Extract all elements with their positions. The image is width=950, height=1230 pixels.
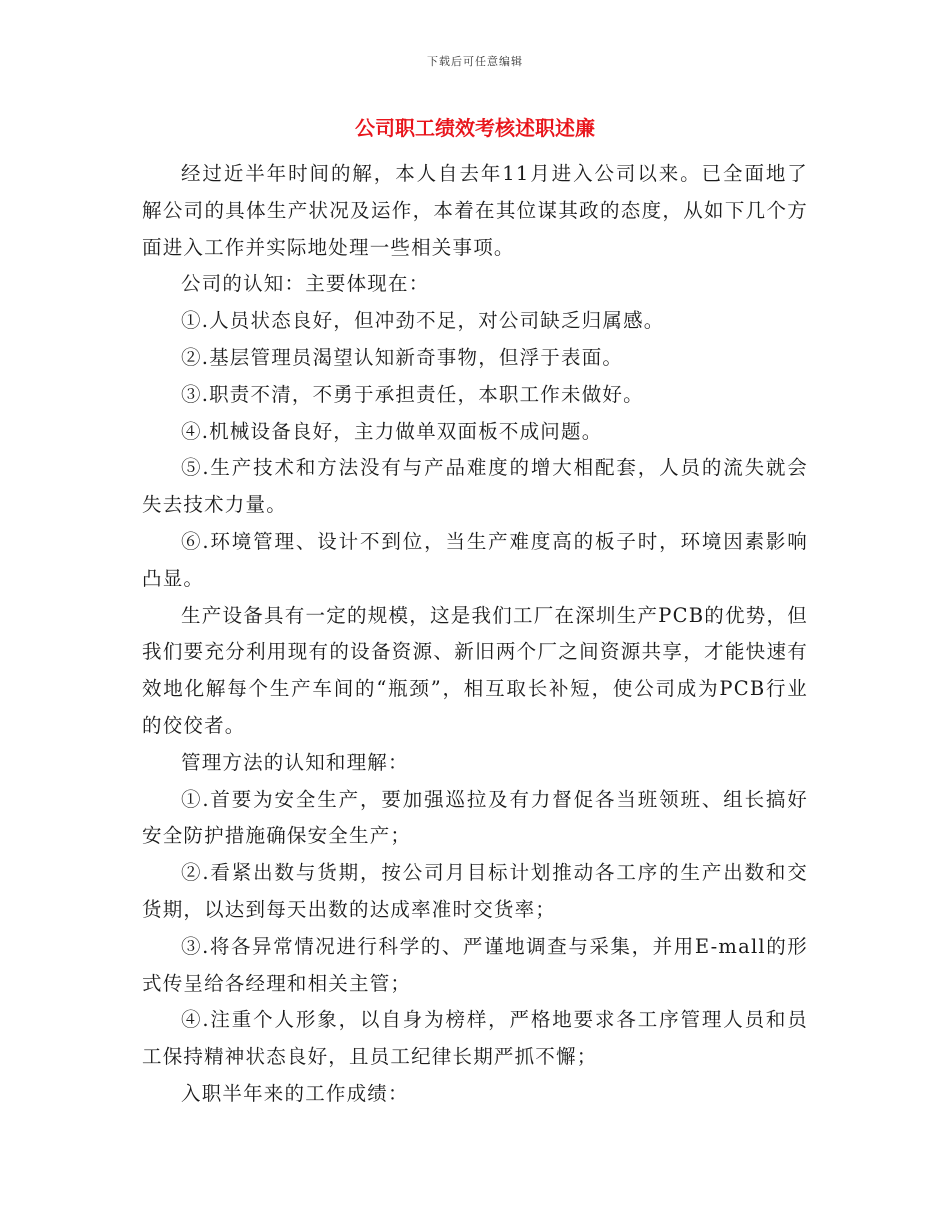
paragraph: ④.机械设备良好，主力做单双面板不成问题。 (181, 419, 603, 443)
paragraph: ⑥.环境管理、设计不到位，当生产难度高的板子时，环境因素影响凸显。 (142, 529, 808, 590)
paragraph: ②.看紧出数与货期，按公司月目标计划推动各工序的生产出数和交货期，以达到每天出数的达成率准时交货率； (142, 861, 808, 921)
paragraph: 入职半年来的工作成绩： (181, 1081, 409, 1105)
paragraph: ③.职责不清，不勇于承担责任，本职工作未做好。 (181, 382, 644, 406)
paragraph: ③.将各异常情况进行科学的、严谨地调查与采集，并用E-mall的形式传呈给各经理和相关主管； (142, 934, 808, 995)
paragraph: ②.基层管理员渴望认知新奇事物，但浮于表面。 (181, 345, 624, 369)
document-body (142, 156, 808, 1113)
paragraph: ①.首要为安全生产，要加强巡拉及有力督促各当班领班、组长搞好安全防护措施确保安全生产； (142, 787, 808, 848)
paragraph: 生产设备具有一定的规模，这是我们工厂在深圳生产PCB的优势，但我们要充分利用现有的设备资源、新旧两个厂之间资源共享，才能快速有效地化解每个生产车间的“瓶颈”，相互取长补短，使公司成为PCB行业的佼佼者。 (142, 603, 808, 737)
page-header-note: 下载后可任意编辑 (427, 55, 523, 68)
paragraph: 公司的认知：主要体现在： (181, 272, 430, 296)
paragraph: 经过近半年时间的解，本人自去年11月进入公司以来。已全面地了解公司的具体生产状况及运作，本着在其位谋其政的态度，从如下几个方面进入工作并实际地处理一些相关事项。 (142, 162, 808, 259)
paragraph: ⑤.生产技术和方法没有与产品难度的增大相配套，人员的流失就会失去技术力量。 (142, 456, 808, 517)
document-title: 公司职工绩效考核述职述廉 (355, 116, 595, 140)
paragraph: ①.人员状态良好，但冲劲不足，对公司缺乏归属感。 (181, 309, 665, 333)
paragraph: 管理方法的认知和理解： (181, 750, 409, 774)
paragraph: ④.注重个人形象，以自身为榜样，严格地要求各工序管理人员和员工保持精神状态良好，且员工纪律长期严抓不懈； (142, 1008, 808, 1069)
